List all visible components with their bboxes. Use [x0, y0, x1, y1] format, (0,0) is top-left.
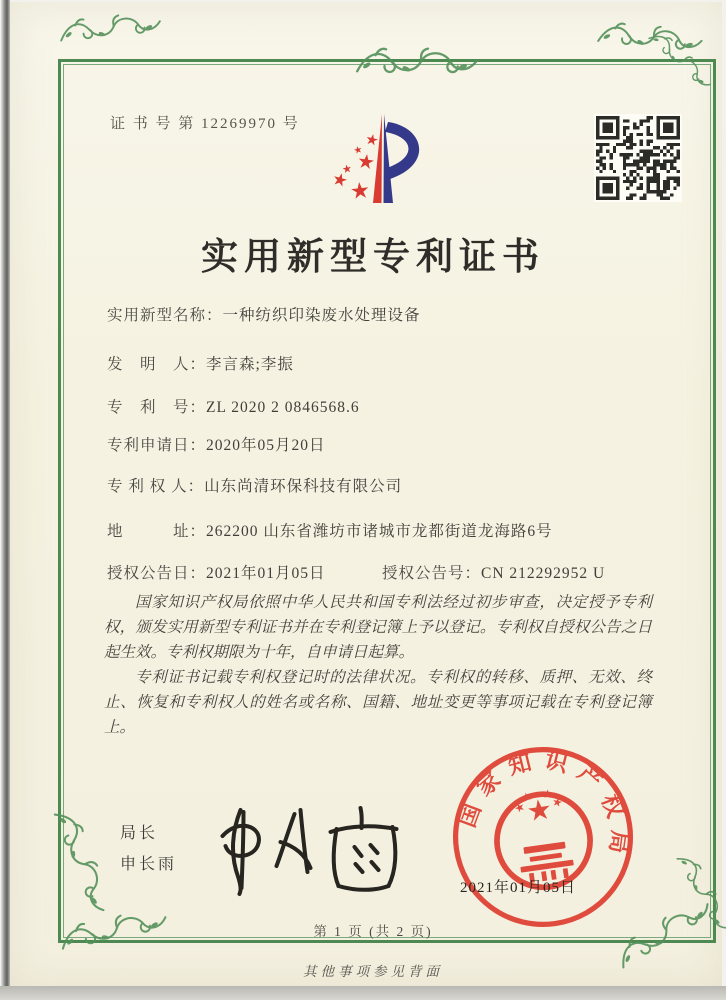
- commissioner-signature: [208, 798, 413, 898]
- field-filing-date-value: 2020年05月20日: [206, 437, 326, 454]
- seal-text: 国家知识产权局: [454, 747, 633, 866]
- grant-date-label: 授权公告日：: [107, 565, 207, 582]
- legal-paragraph-2: 专利证书记载专利权登记时的法律状况。专利权的转移、质押、无效、终止、恢复和专利权人的姓名或名称、国籍、地址变更等事项记载在专利登记簿上。: [104, 669, 652, 736]
- qr-code: [594, 114, 682, 202]
- field-filing-date-label: 专利申请日：: [107, 437, 207, 454]
- cnipa-logo: [316, 106, 450, 210]
- field-address: [107, 519, 553, 541]
- field-inventor-label: 发 明 人：: [107, 356, 207, 373]
- field-patent-no-value: ZL 2020 2 0846568.6: [206, 399, 360, 416]
- grant-date-value: 2021年01月05日: [206, 565, 326, 582]
- field-patent-no: [107, 395, 360, 417]
- field-address-value: 262200 山东省潍坊市诸城市龙都街道龙海路6号: [206, 523, 553, 540]
- signer-name: 申长雨: [120, 856, 178, 873]
- grant-number-label: 授权公告号：: [382, 565, 482, 582]
- field-patentee-value: 山东尚清环保科技有限公司: [204, 478, 403, 495]
- field-patentee: [107, 474, 402, 496]
- back-side-note: 其他事项参见背面: [303, 964, 443, 979]
- field-name-value: 一种纺织印染废水处理设备: [222, 307, 421, 324]
- scan-edge-shadow-left: [0, 0, 10, 1000]
- field-inventor-value: 李言森;李振: [206, 356, 294, 373]
- flourish-ornament-top-left: [57, 6, 165, 53]
- flourish-ornament-top-center: [351, 40, 483, 91]
- seal-date: 2021年01月05日: [460, 880, 577, 896]
- legal-paragraph-1: 国家知识产权局依照中华人民共和国专利法经过初步审查，决定授予专利权，颁发实用新型专利证书并在专利登记簿上予以登记。专利权自授权公告之日起生效。专利权期限为十年，自申请日起算。: [104, 594, 652, 661]
- grant-number-value: CN 212292952 U: [481, 565, 606, 582]
- scan-edge-shadow-bottom: [0, 986, 726, 1000]
- certificate-number: 证 书 号 第 12269970 号: [110, 116, 300, 132]
- field-filing-date: [107, 433, 326, 455]
- field-inventor: [107, 352, 294, 374]
- field-patentee-label: 专 利 权 人：: [107, 478, 205, 495]
- field-grant-row: [107, 561, 667, 583]
- page-number-footer: 第 1 页 (共 2 页): [313, 924, 433, 939]
- field-name: [107, 303, 421, 325]
- certificate-title: 实用新型专利证书: [201, 237, 545, 278]
- field-patent-no-label: 专 利 号：: [107, 399, 207, 416]
- field-address-label: 地 址：: [107, 523, 207, 540]
- certificate-paper: [10, 2, 722, 986]
- legal-body-text: [104, 590, 652, 740]
- cnipa-official-seal: [448, 742, 638, 932]
- signer-title: 局长: [120, 825, 159, 842]
- field-name-label: 实用新型名称：: [107, 307, 223, 324]
